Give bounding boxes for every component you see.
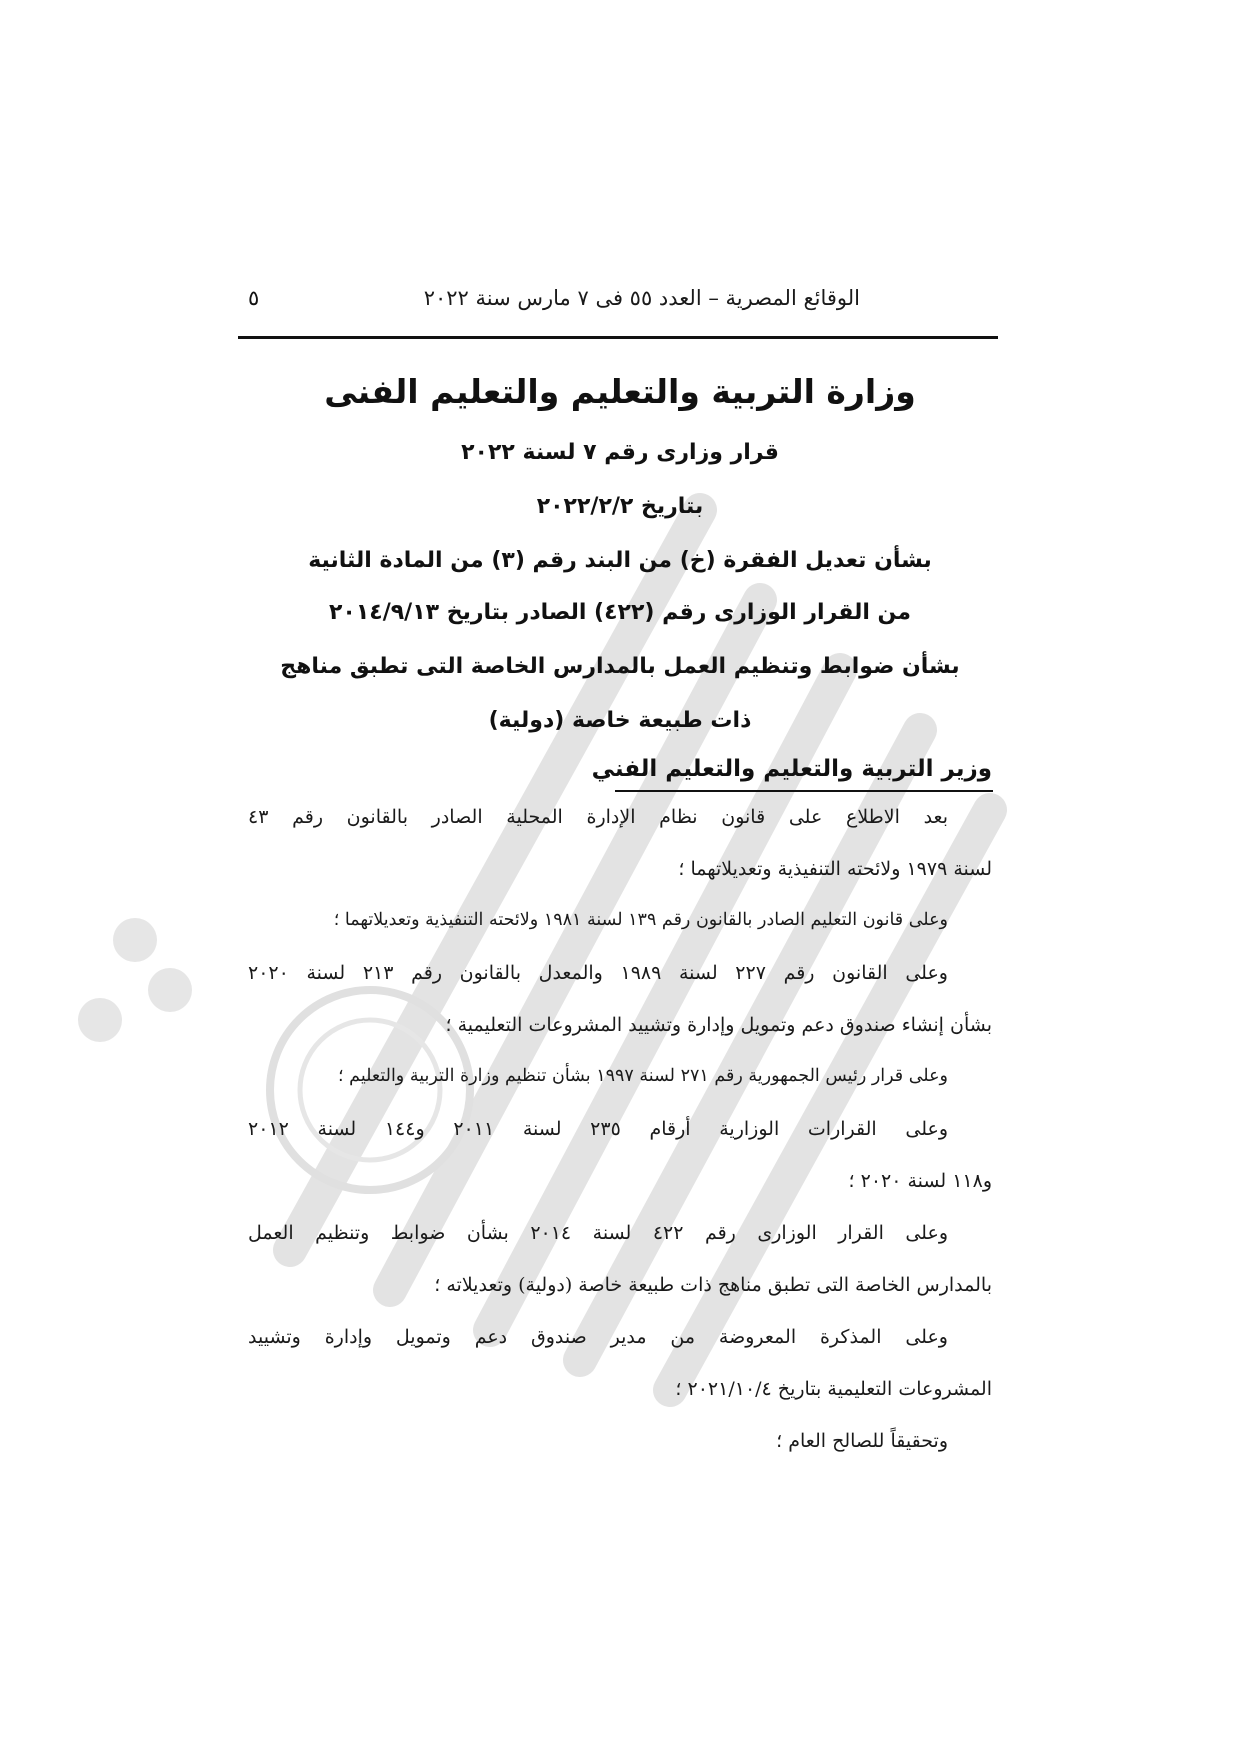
decree-subject-line: بشأن ضوابط وتنظيم العمل بالمدارس الخاصة التى تطبق مناهج [280,654,960,679]
body-line: وعلى المذكرة المعروضة من مدير صندوق دعم وتمويل وإدارة وتشييد [248,1326,948,1348]
minister-heading: وزير التربية والتعليم والتعليم الفني [591,756,992,782]
minister-underline [615,790,993,792]
decree-date: بتاريخ ٢٠٢٢/٢/٢ [536,494,704,519]
body-line: وتحقيقاً للصالح العام ؛ [776,1430,948,1452]
body-line: و١١٨ لسنة ٢٠٢٠ ؛ [848,1170,992,1192]
body-line: بالمدارس الخاصة التى تطبق مناهج ذات طبيعة خاصة (دولية) وتعديلاته ؛ [434,1274,992,1296]
body-line: لسنة ١٩٧٩ ولائحته التنفيذية وتعديلاتهما ؛ [678,858,992,880]
body-line: وعلى قانون التعليم الصادر بالقانون رقم ١٣٩ لسنة ١٩٨١ ولائحته التنفيذية وتعديلاتهما ؛ [333,910,948,930]
body-line: بعد الاطلاع على قانون نظام الإدارة المحلية الصادر بالقانون رقم ٤٣ [248,806,948,828]
gazette-header-title: الوقائع المصرية – العدد ٥٥ فى ٧ مارس سنة ٢٠٢٢ [423,286,860,310]
body-line: وعلى قرار رئيس الجمهورية رقم ٢٧١ لسنة ١٩٩٧ بشأن تنظيم وزارة التربية والتعليم ؛ [338,1066,948,1086]
body-line: المشروعات التعليمية بتاريخ ٢٠٢١/١٠/٤ ؛ [675,1378,992,1400]
body-line: وعلى القانون رقم ٢٢٧ لسنة ١٩٨٩ والمعدل بالقانون رقم ٢١٣ لسنة ٢٠٢٠ [248,962,948,984]
decree-subject-line: بشأن تعديل الفقرة (خ) من البند رقم (٣) من المادة الثانية [308,548,932,573]
header-divider [238,336,998,339]
page-number: ٥ [248,286,260,310]
body-line: وعلى القرارات الوزارية أرقام ٢٣٥ لسنة ٢٠١١ و١٤٤ لسنة ٢٠١٢ [248,1118,948,1140]
decree-subject-line: ذات طبيعة خاصة (دولية) [488,708,752,733]
body-line: وعلى القرار الوزارى رقم ٤٢٢ لسنة ٢٠١٤ بشأن ضوابط وتنظيم العمل [248,1222,948,1244]
decree-subject-line: من القرار الوزارى رقم (٤٢٢) الصادر بتاريخ ٢٠١٤/٩/١٣ [329,600,911,625]
decree-title: قرار وزارى رقم ٧ لسنة ٢٠٢٢ [461,440,779,465]
ministry-title: وزارة التربية والتعليم والتعليم الفنى [324,372,916,411]
body-line: بشأن إنشاء صندوق دعم وتمويل وإدارة وتشييد المشروعات التعليمية ؛ [445,1014,992,1036]
